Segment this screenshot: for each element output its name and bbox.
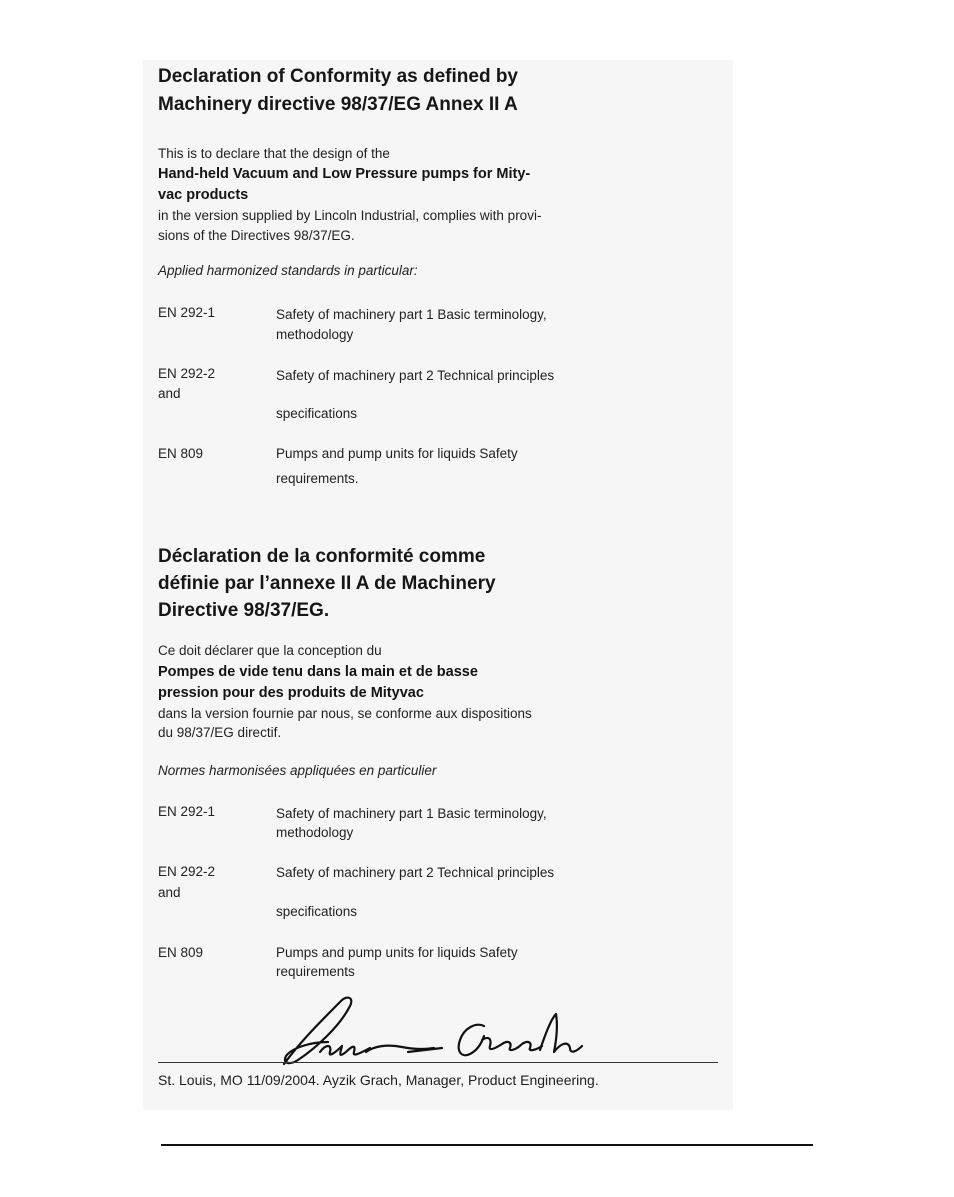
english-standard-code-1: EN 292-1 xyxy=(158,305,216,320)
english-compliance-line-1: in the version supplied by Lincoln Industrial, complies with provi- xyxy=(158,208,542,223)
english-standard-desc-3b: requirements. xyxy=(276,471,359,486)
english-standard-desc-2a: Safety of machinery part 2 Technical principles xyxy=(276,368,555,383)
french-title-line-1: Déclaration de la conformité comme xyxy=(158,546,486,567)
french-standard-desc-1a: Safety of machinery part 1 Basic terminology, xyxy=(276,806,547,821)
english-compliance-line-2: sions of the Directives 98/37/EG. xyxy=(158,228,355,243)
english-standard-code-3: EN 809 xyxy=(158,446,204,461)
french-standard-desc-2a: Safety of machinery part 2 Technical principles xyxy=(276,865,555,880)
english-standard-desc-3a: Pumps and pump units for liquids Safety xyxy=(276,446,518,461)
english-standard-desc-1b: methodology xyxy=(276,327,354,342)
english-standards-heading: Applied harmonized standards in particular: xyxy=(158,263,418,278)
signature-caption: St. Louis, MO 11/09/2004. Ayzik Grach, Manager, Product Engineering. xyxy=(158,1072,599,1088)
french-standard-desc-3a: Pumps and pump units for liquids Safety xyxy=(276,945,518,960)
french-intro: Ce doit déclarer que la conception du xyxy=(158,643,382,658)
french-product-line-1: Pompes de vide tenu dans la main et de basse xyxy=(158,664,478,680)
footer-rule xyxy=(161,1144,813,1146)
french-standard-code-2: EN 292-2 xyxy=(158,864,216,879)
french-title-line-3: Directive 98/37/EG. xyxy=(158,600,330,621)
french-compliance-line-2: du 98/37/EG directif. xyxy=(158,725,282,740)
french-standard-desc-1b: methodology xyxy=(276,825,354,840)
french-standard-desc-3b: requirements xyxy=(276,964,355,979)
french-standard-code-3: EN 809 xyxy=(158,945,204,960)
english-title-line-2: Machinery directive 98/37/EG Annex II A xyxy=(158,94,518,115)
french-compliance-line-1: dans la version fournie par nous, se conforme aux dispositions xyxy=(158,706,532,721)
french-standard-code-1: EN 292-1 xyxy=(158,804,216,819)
english-standard-desc-1a: Safety of machinery part 1 Basic terminology, xyxy=(276,307,547,322)
english-standard-desc-2b: specifications xyxy=(276,406,358,421)
french-standard-desc-2b: specifications xyxy=(276,904,358,919)
english-product-line-1: Hand-held Vacuum and Low Pressure pumps for Mity- xyxy=(158,166,531,182)
french-standard-code-2-extra: and xyxy=(158,885,181,900)
english-title-line-1: Declaration of Conformity as defined by xyxy=(158,66,518,87)
english-product-line-2: vac products xyxy=(158,187,249,203)
french-product-line-2: pression pour des produits de Mityvac xyxy=(158,685,424,701)
french-title-line-2: définie par l’annexe II A de Machinery xyxy=(158,573,496,594)
french-standards-heading: Normes harmonisées appliquées en particulier xyxy=(158,763,437,778)
signature-line xyxy=(158,1062,718,1063)
english-intro: This is to declare that the design of the xyxy=(158,146,390,161)
handwritten-signature xyxy=(270,992,590,1072)
english-standard-code-2-extra: and xyxy=(158,386,181,401)
english-standard-code-2: EN 292-2 xyxy=(158,366,216,381)
